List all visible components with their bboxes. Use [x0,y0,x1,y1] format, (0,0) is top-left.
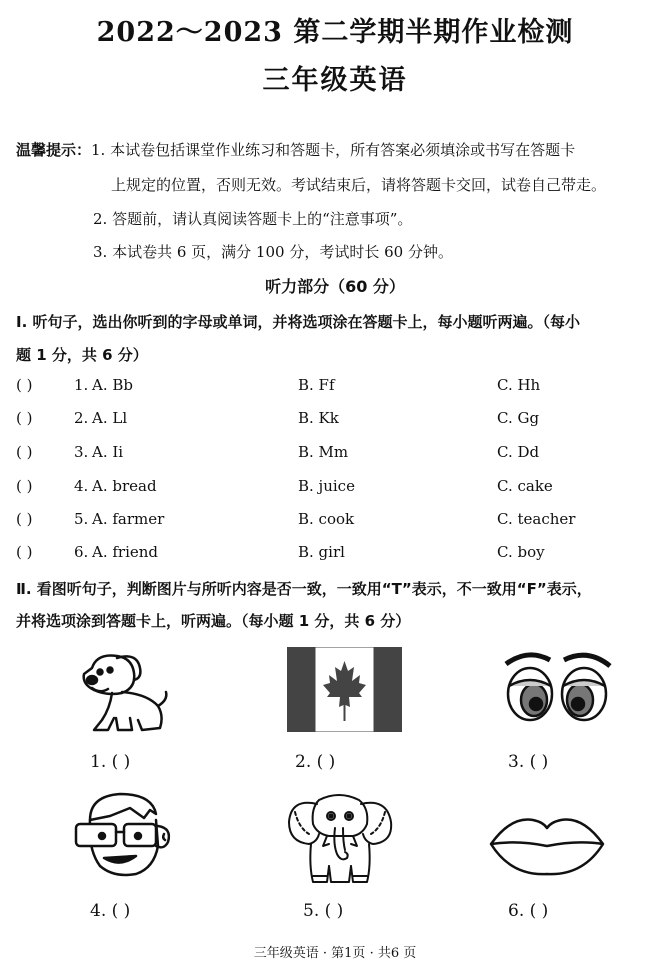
option-c: C. Hh [497,376,541,394]
question-number: 2. [74,409,89,427]
option-c: C. Dd [497,443,540,461]
option-c: C. teacher [497,510,576,528]
tips-line-3: 3. 本试卷共 6 页，满分 100 分，考试时长 60 分钟。 [93,243,453,261]
option-a: A. bread [92,477,157,495]
option-b: B. Ff [298,376,335,394]
tips-label: 温馨提示： [16,141,92,159]
picture-2-answer[interactable]: 2. ( ) [295,752,336,772]
elephant-icon [283,788,398,888]
dog-icon [72,648,172,738]
option-b: B. Kk [298,409,339,427]
answer-bracket[interactable]: ( ) [16,409,33,427]
option-a: A. friend [92,543,159,561]
answer-bracket[interactable]: ( ) [16,443,33,461]
tips-line-2: 2. 答题前，请认真阅读答题卡上的“注意事项”。 [93,210,413,228]
picture-4-answer[interactable]: 4. ( ) [90,901,131,921]
option-c: C. Gg [497,409,540,427]
exam-subtitle: 三年级英语 [262,65,408,96]
picture-1-answer[interactable]: 1. ( ) [90,752,131,772]
question-row [16,443,656,465]
option-c: C. cake [497,477,553,495]
question-number: 3. [74,443,89,461]
exam-title: 2022～2023 第二学期半期作业检测 [96,17,574,48]
part1-instruction-1: Ⅰ. 听句子，选出你听到的字母或单词，并将选项涂在答题卡上，每小题听两遍。（每小 [16,313,581,331]
option-c: C. boy [497,543,545,561]
question-row [16,477,656,499]
option-b: B. Mm [298,443,349,461]
picture-3-answer[interactable]: 3. ( ) [508,752,549,772]
part1-instruction-2: 题 1 分，共 6 分） [16,346,148,364]
canada-flag-icon [287,647,402,732]
answer-bracket[interactable]: ( ) [16,376,33,394]
question-row [16,510,656,532]
option-a: A. Bb [92,376,133,394]
page-footer: 三年级英语 · 第1页 · 共6 页 [253,946,417,961]
answer-bracket[interactable]: ( ) [16,510,33,528]
tips-block [16,139,575,160]
tips-line-1b: 上规定的位置，否则无效。考试结束后，请将答题卡交回，试卷自己带走。 [111,176,607,194]
option-a: A. Ii [92,443,124,461]
answer-bracket[interactable]: ( ) [16,543,33,561]
question-row [16,376,656,398]
eyes-icon [500,650,615,730]
picture-6-answer[interactable]: 6. ( ) [508,901,549,921]
option-a: A. farmer [92,510,165,528]
option-b: B. cook [298,510,355,528]
question-number: 5. [74,510,89,528]
question-number: 6. [74,543,89,561]
question-number: 1. [74,376,89,394]
lips-icon [487,810,607,880]
man-with-glasses-icon [70,790,180,880]
question-number: 4. [74,477,89,495]
picture-5-answer[interactable]: 5. ( ) [303,901,344,921]
question-row [16,409,656,431]
option-a: A. Ll [92,409,128,427]
answer-bracket[interactable]: ( ) [16,477,33,495]
part2-instruction-1: Ⅱ. 看图听句子，判断图片与所听内容是否一致，一致用“T”表示，不一致用“F”表示， [16,580,592,598]
section-title: 听力部分（60 分） [265,277,405,296]
tips-line-1: 1. 本试卷包括课堂作业练习和答题卡，所有答案必须填涂或书写在答题卡 [91,141,576,159]
part2-instruction-2: 并将选项涂到答题卡上，听两遍。（每小题 1 分，共 6 分） [16,612,411,630]
option-b: B. juice [298,477,355,495]
question-row [16,543,656,565]
option-b: B. girl [298,543,345,561]
